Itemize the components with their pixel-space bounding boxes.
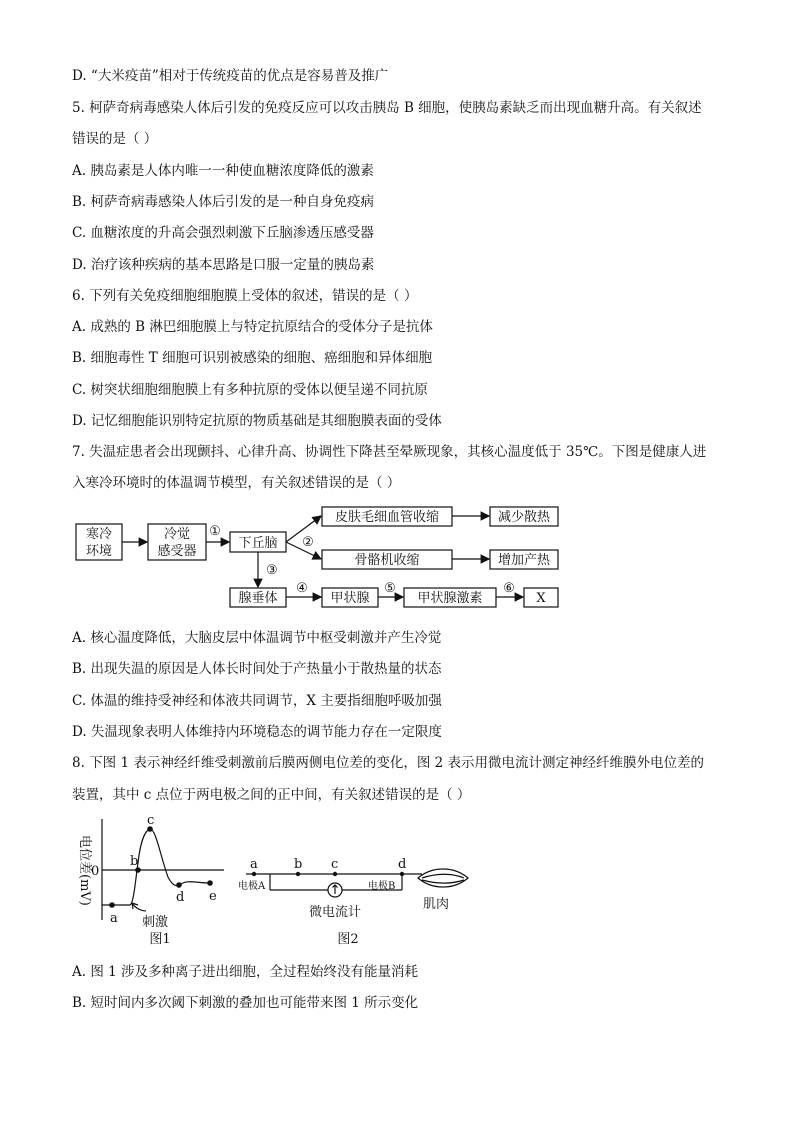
- q6-option-b: B. 细胞毒性 T 细胞可识别被感染的细胞、癌细胞和异体细胞: [72, 350, 433, 366]
- q5-option-a: A. 胰岛素是人体内唯一一种使血糖浓度降低的激素: [72, 163, 374, 179]
- figure-1-potential-curve: [72, 815, 232, 950]
- fig2-meter-label: 微电流计: [308, 905, 362, 920]
- fig1-label-d: d: [176, 890, 185, 905]
- q5-stem-cont: 错误的是（ ）: [72, 131, 158, 147]
- fig2-caption: 图2: [337, 932, 359, 947]
- q6-option-c: C. 树突状细胞细胞膜上有多种抗原的受体以便呈递不同抗原: [72, 382, 428, 398]
- fig2-point-a: [252, 872, 256, 876]
- fig2-point-d: [400, 872, 404, 876]
- fig1-label-a: a: [110, 911, 118, 926]
- q7-option-a: A. 核心温度降低，大脑皮层中体温调节中枢受刺激并产生冷觉: [72, 630, 442, 646]
- thyroid-hormone-label: 甲状腺激素: [417, 591, 483, 606]
- q6-option-d: D. 记忆细胞能识别特定抗原的物质基础是其细胞膜表面的受体: [72, 413, 442, 429]
- receptor-label-1: 冷觉: [163, 527, 191, 542]
- thyroid-label: 甲状腺: [330, 591, 370, 606]
- step-5: ⑤: [384, 581, 396, 596]
- thermoregulation-diagram: [72, 502, 572, 612]
- fig2-label-b: b: [294, 857, 303, 872]
- fig2-label-a: a: [250, 857, 258, 872]
- q8-option-a: A. 图 1 涉及多种离子进出细胞，全过程始终没有能量消耗: [72, 964, 419, 980]
- q5-stem: 5. 柯萨奇病毒感染人体后引发的免疫反应可以攻击胰岛 B 细胞，使胰岛素缺乏而出现血糖升高。有关叙述: [72, 100, 702, 116]
- fig2-point-b: [296, 872, 300, 876]
- q4-option-d: D. “大米疫苗”相对于传统疫苗的优点是容易普及推广: [72, 68, 389, 84]
- step-4: ④: [296, 581, 308, 596]
- point-e: [207, 880, 213, 886]
- fig1-label-c: c: [147, 815, 155, 828]
- receptor-label-2: 感受器: [157, 544, 197, 559]
- q7-option-c: C. 体温的维持受神经和体液共同调节，X 主要指细胞呼吸加强: [72, 693, 442, 709]
- muscle-shape: [418, 869, 468, 887]
- pituitary-label: 腺垂体: [238, 591, 278, 606]
- fig2-electrode-a-label: 电极A: [238, 881, 266, 892]
- fig2-label-d: d: [398, 857, 407, 872]
- q8-option-b: B. 短时间内多次阈下刺激的叠加也可能带来图 1 所示变化: [72, 995, 419, 1011]
- q7-option-d: D. 失温现象表明人体维持内环境稳态的调节能力存在一定限度: [72, 724, 442, 740]
- fig1-ylabel: 电位差(mV): [77, 835, 92, 906]
- fig1-caption: 图1: [149, 932, 171, 947]
- hypothalamus-label: 下丘脑: [238, 536, 278, 551]
- fig2-point-c: [333, 872, 337, 876]
- fig2-muscle-label: 肌肉: [422, 897, 450, 912]
- fig1-stimulus-label: 刺激: [142, 915, 169, 930]
- q6-stem: 6. 下列有关免疫细胞细胞膜上受体的叙述，错误的是（ ）: [72, 288, 418, 304]
- x-label: X: [536, 591, 546, 606]
- skin-vessel-label: 皮肤毛细血管收缩: [334, 510, 440, 525]
- q7-option-b: B. 出现失温的原因是人体长时间处于产热量小于散热量的状态: [72, 661, 442, 677]
- fig1-label-b: b: [130, 854, 139, 869]
- q6-option-a: A. 成熟的 B 淋巴细胞膜上与特定抗原结合的受体分子是抗体: [72, 319, 433, 335]
- q5-option-b: B. 柯萨奇病毒感染人体后引发的是一种自身免疫病: [72, 194, 375, 210]
- q7-stem: 7. 失温症患者会出现颤抖、心律升高、协调性下降甚至晕厥现象，其核心温度低于 35℃。下图是健康人进: [72, 444, 707, 460]
- q5-option-d: D. 治疗该种疾病的基本思路是口服一定量的胰岛素: [72, 257, 375, 273]
- point-a: [109, 902, 115, 908]
- step-1: ①: [209, 524, 221, 539]
- point-d: [176, 882, 182, 888]
- figure-2-galvanometer-setup: [232, 852, 472, 950]
- step-6: ⑥: [503, 581, 515, 596]
- fig1-label-e: e: [209, 889, 217, 904]
- fig2-electrode-b-label: 电极B: [368, 881, 396, 892]
- muscle-label: 骨骼机收缩: [354, 553, 420, 568]
- increase-heat-label: 增加产热: [497, 553, 551, 568]
- q8-stem: 8. 下图 1 表示神经纤维受刺激前后膜两侧电位差的变化，图 2 表示用微电流计测定神经纤维膜外电位差的: [72, 755, 705, 771]
- reduce-heat-label: 减少散热: [497, 510, 551, 525]
- cold-env-label-2: 环境: [85, 544, 113, 559]
- q7-stem-cont: 入寒冷环境时的体温调节模型，有关叙述错误的是（ ）: [72, 475, 401, 491]
- cold-env-label-1: 寒冷: [85, 527, 113, 542]
- step-3: ③: [266, 563, 278, 578]
- q5-option-c: C. 血糖浓度的升高会强烈刺激下丘脑渗透压感受器: [72, 225, 374, 241]
- step-2: ②: [302, 535, 314, 550]
- fig1-zero-label: 0: [91, 864, 100, 879]
- potential-curve: [102, 829, 210, 905]
- fig2-label-c: c: [331, 857, 339, 872]
- q8-stem-cont: 装置，其中 c 点位于两电极之间的正中间，有关叙述错误的是（ ）: [72, 787, 471, 803]
